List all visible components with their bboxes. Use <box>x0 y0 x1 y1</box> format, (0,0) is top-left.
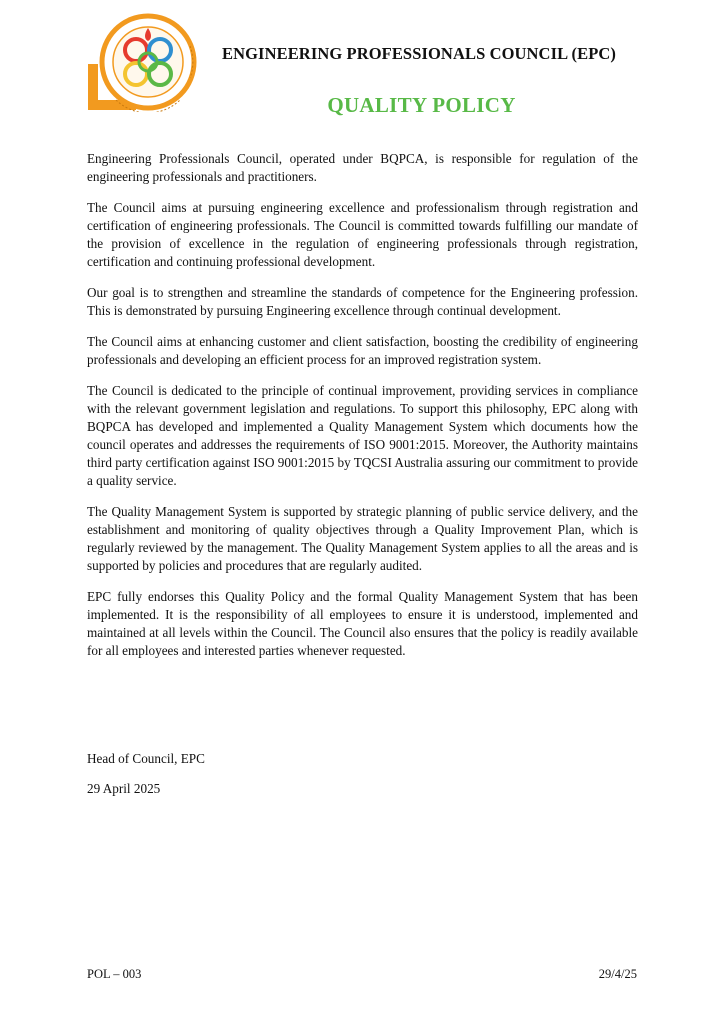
signatory-role: Head of Council, EPC <box>87 751 205 766</box>
page-title: QUALITY POLICY <box>327 93 516 117</box>
signoff-block <box>87 750 205 810</box>
policy-paragraph: EPC fully endorses this Quality Policy and the formal Quality Management System that has been implemented. It is the responsibility of all employees to ensure it is understood, implemented and maintained at all levels within the Council. The Council also ensures that the policy is readily available for all employees and interested parties whenever requested. <box>87 589 638 658</box>
footer-date: 29/4/25 <box>598 967 637 981</box>
policy-paragraph: Engineering Professionals Council, operated under BQPCA, is responsible for regulation of the engineering professionals and practitioners. <box>87 151 638 184</box>
policy-paragraph: The Council is dedicated to the principle of continual improvement, providing services in compliance with the relevant government legislation and regulations. To support this philosophy, EPC along with BQPCA has developed and implemented a Quality Management System which documents how the council operates and addresses the requirements of ISO 9001:2015. Moreover, the Authority maintains third party certification against ISO 9001:2015 by TQCSI Australia assuring our commitment to provide a quality service. <box>87 383 638 488</box>
policy-body <box>87 150 638 673</box>
policy-paragraph: The Council aims at enhancing customer and client satisfaction, boosting the credibility of engineering professionals and developing an efficient process for an improved registration system. <box>87 334 638 367</box>
policy-paragraph: Our goal is to strengthen and streamline the standards of competence for the Engineering profession. This is demonstrated by pursuing Engineering excellence through continual development. <box>87 285 638 318</box>
organization-title: ENGINEERING PROFESSIONALS COUNCIL (EPC) <box>222 44 617 63</box>
signoff-date: 29 April 2025 <box>87 781 161 796</box>
policy-paragraph: The Quality Management System is supported by strategic planning of public service delivery, and the establishment and monitoring of quality objectives through a Quality Improvement Plan, which is regularly reviewed by the management. The Quality Management System applies to all the areas and is supported by policies and procedures that are regularly audited. <box>87 504 638 573</box>
policy-paragraph: The Council aims at pursuing engineering excellence and professionalism through registration and certification of engineering professionals. The Council is committed towards fulfilling our mandate of the provision of excellence in the regulation of engineering professionals through registration, certification and continuing professional development. <box>87 200 638 269</box>
footer-doc-code: POL – 003 <box>87 967 142 981</box>
